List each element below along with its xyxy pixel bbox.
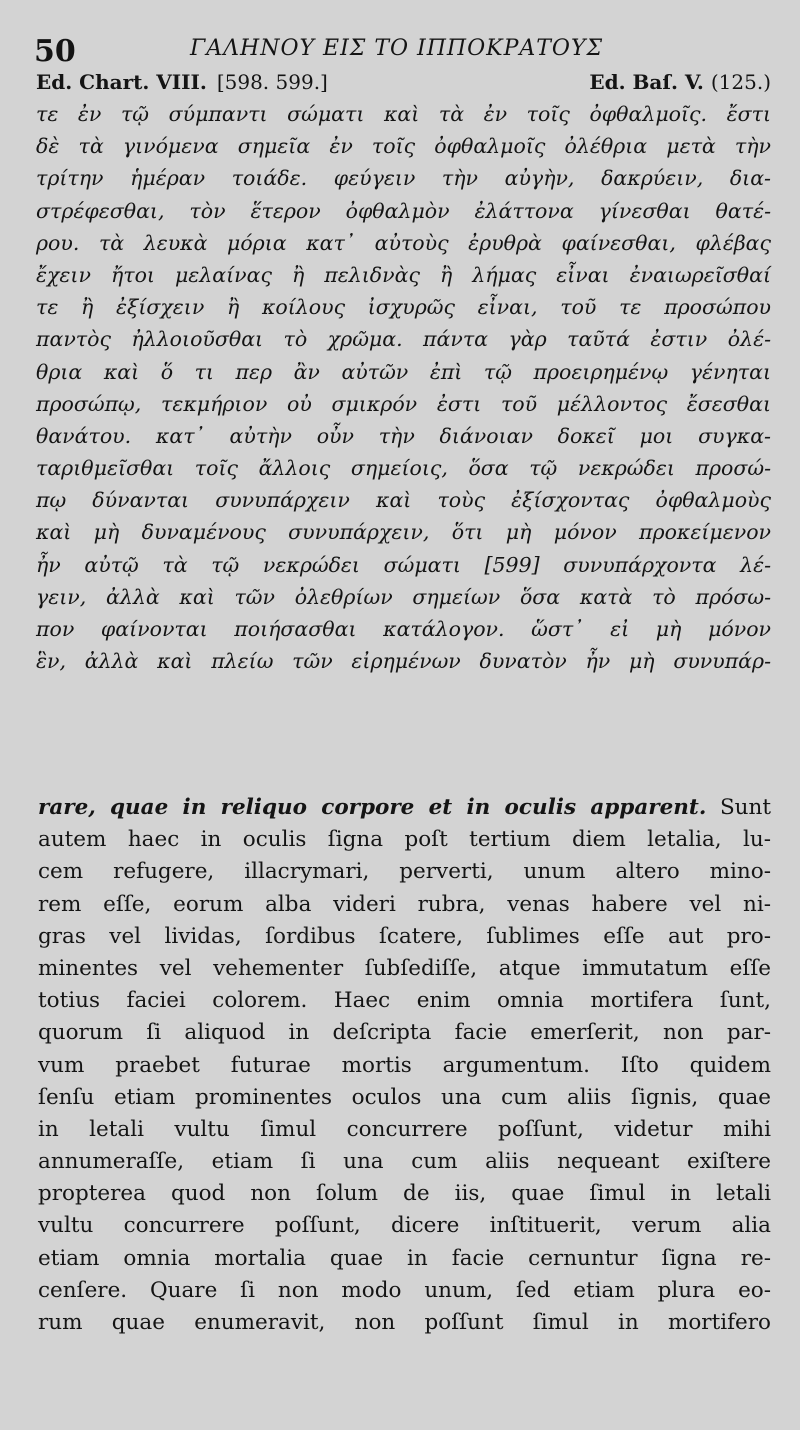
latin-text-block	[38, 792, 771, 1339]
latin-text-line: autem haec in oculis ſigna poſt tertium diem letalia, lu-	[38, 827, 771, 853]
latin-text-line: vum praebet futurae mortis argumentum. Iſto quidem	[38, 1052, 771, 1078]
greek-text-line: θανάτου. κατ᾽ αὐτὴν οὖν τὴν διάνοιαν δοκεῖ μοι συγκα-	[36, 423, 771, 448]
greek-text-line: τρίτην ἡμέραν τοιάδε. φεύγειν τὴν αὐγὴν, δακρύειν, δια-	[36, 166, 771, 191]
greek-text-line: πῳ δύνανται συνυπάρχειν καὶ τοὺς ἐξίσχοντας ὀφθαλμοὺς	[36, 488, 771, 513]
basel-page: (125.)	[710, 70, 771, 94]
latin-text-line: cem refugere, illacrymari, perverti, unum altero mino-	[38, 859, 771, 885]
greek-text-line: καὶ μὴ δυναμένους συνυπάρχειν, ὅτι μὴ μόνον προκείμενον	[36, 520, 771, 545]
latin-text-line: in letali vultu ſimul concurrere poſſunt, videtur mihi	[38, 1116, 771, 1142]
latin-text-line: totius faciei colorem. Haec enim omnia mortifera ſunt,	[38, 988, 771, 1014]
greek-text-line: πον φαίνονται ποιήσασθαι κατάλογον. ὥστ᾽ εἰ μὴ μόνον	[36, 617, 771, 641]
greek-text-line: ἦν αὐτῷ τὰ τῷ νεκρώδει σώματι [599] συνυπάρχοντα λέ-	[36, 552, 771, 577]
latin-text-line: gras vel lividas, ſordibus ſcatere, ſublimes eſſe aut pro-	[38, 923, 771, 949]
latin-text-line: vultu concurrere poſſunt, dicere inſtituerit, verum alia	[38, 1213, 771, 1239]
greek-text-line: ταριθμεῖσθαι τοῖς ἄλλοις σημείοις, ὅσα τῷ νεκρώδει προσώ-	[36, 456, 771, 481]
greek-text-line: ρου. τὰ λευκὰ μόρια κατ᾽ αὐτοὺς ἐρυθρὰ φαίνεσθαι, φλέβας	[36, 230, 771, 255]
latin-text-line: rum quae enumeravit, non poſſunt ſimul in mortifero	[38, 1310, 771, 1335]
greek-text-line: γειν, ἀλλὰ καὶ τῶν ὀλεθρίων σημείων ὅσα κατὰ τὸ πρόσω-	[36, 584, 771, 609]
latin-text-line: propterea quod non ſolum de iis, quae ſimul in letali	[38, 1181, 771, 1207]
greek-text-block	[36, 98, 771, 677]
greek-text-line: ἓν, ἀλλὰ καὶ πλείω τῶν εἰρημένων δυνατὸν ἦν μὴ συνυπάρ-	[36, 649, 771, 674]
latin-text-line: cenſere. Quare ſi non modo unum, ſed etiam plura eo-	[38, 1277, 771, 1303]
latin-text-line: ſenſu etiam prominentes oculos una cum aliis ſignis, quae	[38, 1084, 771, 1110]
basel-label: Ed. Baſ. V.	[589, 70, 704, 94]
latin-text-line: quorum ſi aliquod in deſcripta facie emerſerit, non par-	[38, 1020, 771, 1046]
latin-continuation-roman: Sunt	[719, 795, 771, 820]
latin-text-line: etiam omnia mortalia quae in facie cernuntur ſigna re-	[38, 1245, 771, 1271]
chartier-label: Ed. Chart. VIII.	[36, 70, 207, 94]
chartier-pages: [598. 599.]	[216, 70, 328, 94]
greek-text-line: στρέφεσθαι, τὸν ἕτερον ὀφθαλμὸν ἐλάττονα γίνεσθαι θατέ-	[36, 198, 771, 223]
latin-text-line: minentes vel vehementer ſubſediſſe, atque immutatum eſſe	[38, 955, 771, 981]
greek-text-line: τε ἢ ἐξίσχειν ἢ κοίλους ἰσχυρῶς εἶναι, τοῦ τε προσώπου	[36, 295, 771, 320]
running-title: ΓΑΛΗΝΟΥ ΕΙΣ ΤΟ ΙΠΠΟΚΡΑΤΟΥΣ	[190, 36, 604, 61]
page-number: 50	[34, 34, 76, 69]
latin-text-line: rem eſſe, eorum alba videri rubra, venas habere vel ni-	[38, 891, 771, 917]
latin-text-line	[38, 792, 771, 824]
chartier-edition-reference	[36, 70, 328, 94]
greek-text-line: παντὸς ἠλλοιοῦσθαι τὸ χρῶμα. πάντα γὰρ ταῦτά ἐστιν ὀλέ-	[36, 327, 771, 352]
greek-text-line: προσώπῳ, τεκμήριον οὐ σμικρόν ἐστι τοῦ μέλλοντος ἔσεσθαι	[36, 391, 771, 416]
greek-text-line: δὲ τὰ γινόμενα σημεῖα ἐν τοῖς ὀφθαλμοῖς ὀλέθρια μετὰ τὴν	[36, 134, 771, 159]
edition-reference-line	[36, 70, 771, 100]
greek-text-line: ἔχειν ἤτοι μελαίνας ἢ πελιδνὰς ἢ λήμας εἶναι ἐναιωρεῖσθαί	[36, 262, 771, 287]
latin-text-line: annumeraſſe, etiam ſi una cum aliis nequeant exiſtere	[38, 1149, 771, 1175]
running-head	[30, 34, 770, 68]
latin-continuation-italic: rare, quae in reliquo corpore et in oculis apparent.	[38, 795, 707, 820]
greek-text-line: τε ἐν τῷ σύμπαντι σώματι καὶ τὰ ἐν τοῖς ὀφθαλμοῖς. ἔστι	[36, 102, 771, 126]
greek-text-line: θρια καὶ ὅ τι περ ἂν αὐτῶν ἐπὶ τῷ προειρημένῳ γένηται	[36, 359, 771, 384]
basel-edition-reference	[589, 70, 771, 94]
